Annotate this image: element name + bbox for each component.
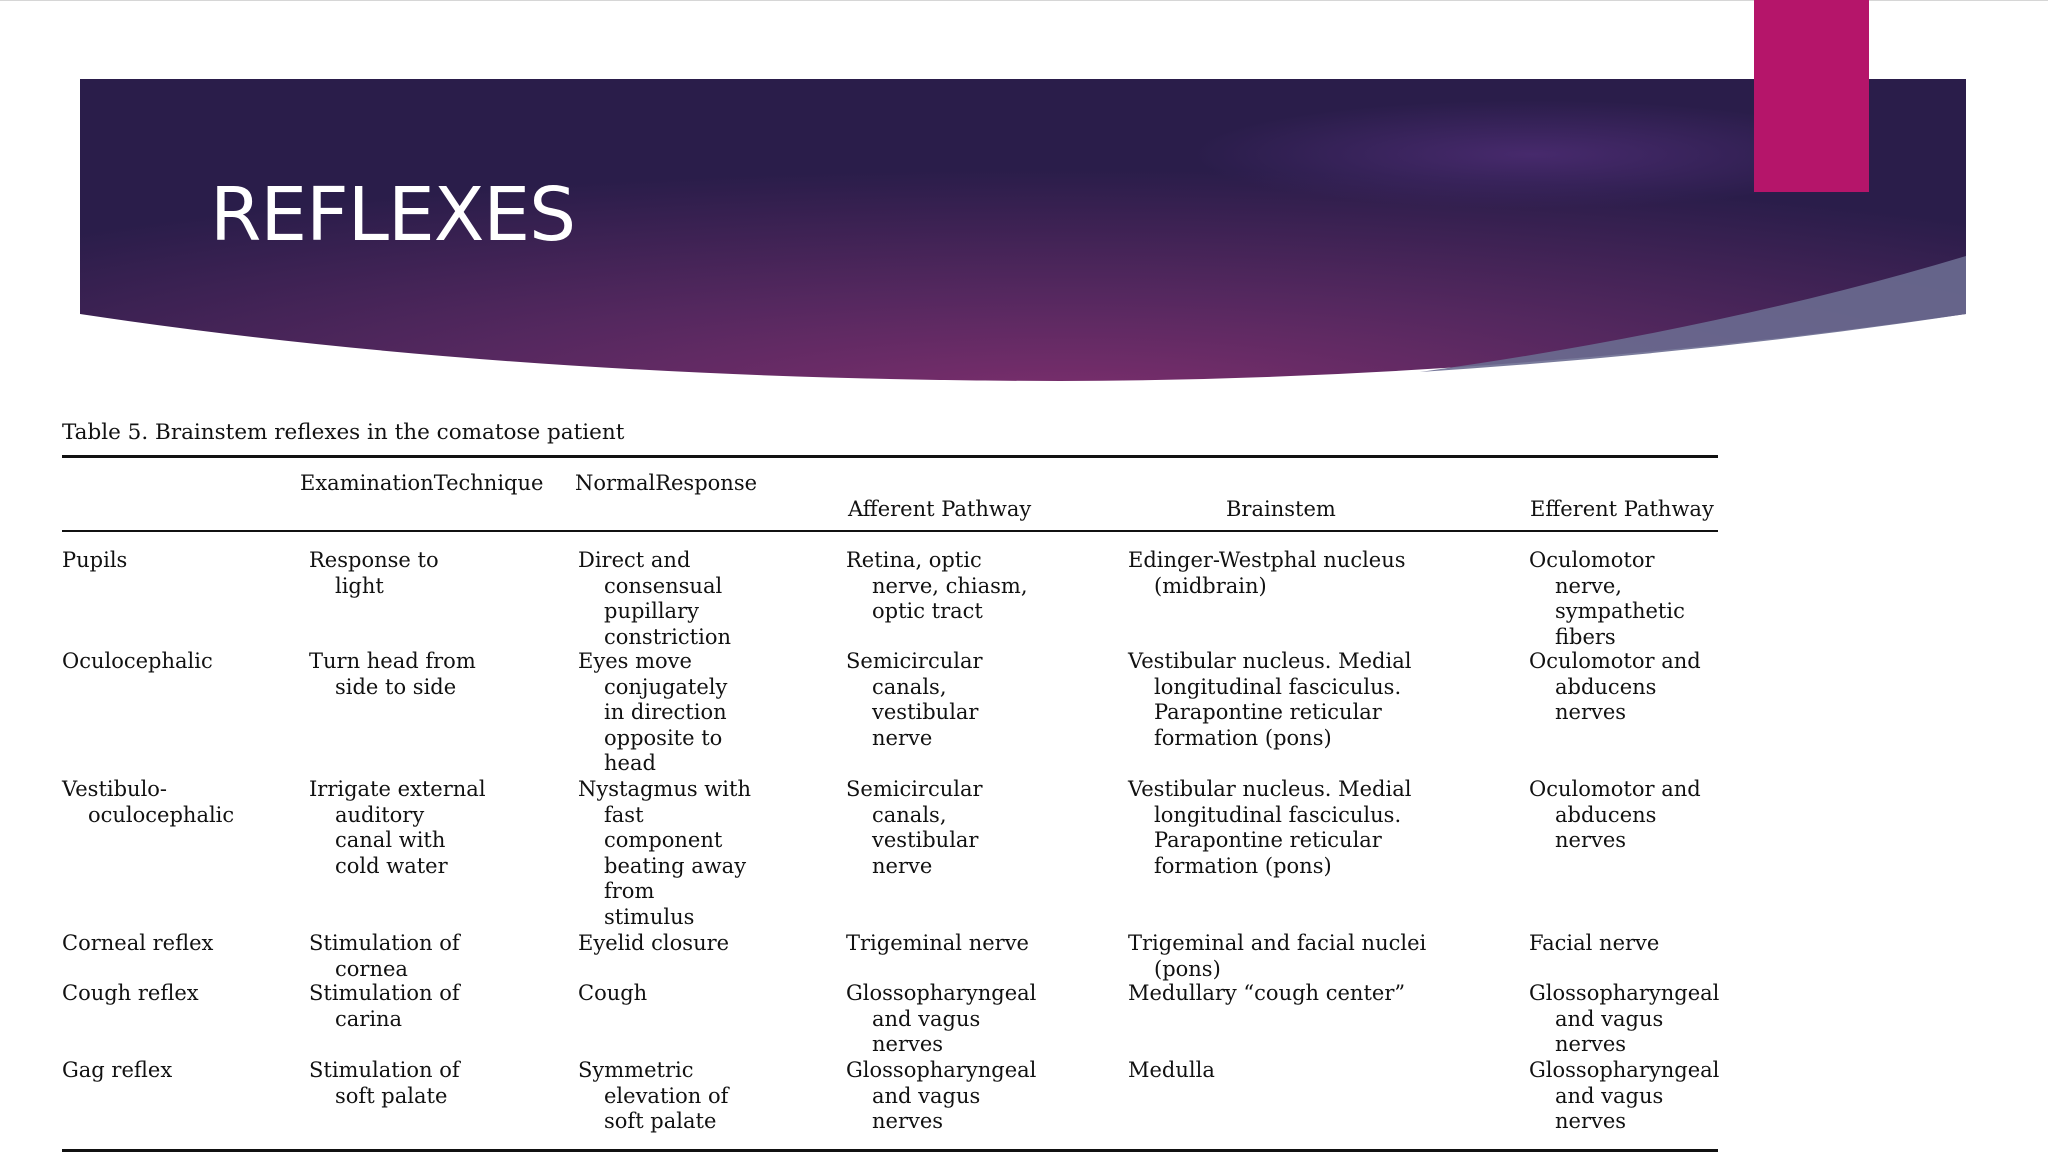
table-cell-afferent: Glossopharyngeal and vagus nerves [846, 1058, 1037, 1134]
table-cell-technique: Irrigate external auditory canal with cold water [309, 777, 486, 878]
slide-title: REFLEXES [210, 172, 576, 258]
table-top-rule [62, 455, 1718, 458]
header-examination-technique: ExaminationTechnique [300, 471, 544, 495]
table-cell-efferent: Facial nerve [1529, 931, 1660, 955]
table-cell-technique: Stimulation of carina [309, 981, 460, 1031]
table-cell-brainstem: Medullary “cough center” [1128, 981, 1406, 1005]
table-cell-reflex: Cough reflex [62, 981, 199, 1005]
table-cell-efferent: Oculomotor nerve, sympathetic fibers [1529, 548, 1685, 649]
table-cell-efferent: Glossopharyngeal and vagus nerves [1529, 1058, 1720, 1134]
table-cell-afferent: Trigeminal nerve [846, 931, 1029, 955]
table-cell-brainstem: Vestibular nucleus. Medial longitudinal fasciculus. Parapontine reticular formation (pons) [1128, 777, 1412, 878]
accent-tab [1754, 0, 1869, 192]
table-header-rule [62, 530, 1718, 532]
table-cell-afferent: Semicircular canals, vestibular nerve [846, 649, 983, 750]
table-cell-afferent: Semicircular canals, vestibular nerve [846, 777, 983, 878]
table-cell-technique: Stimulation of soft palate [309, 1058, 460, 1108]
table-cell-afferent: Retina, optic nerve, chiasm, optic tract [846, 548, 1028, 624]
table-cell-reflex: Corneal reflex [62, 931, 214, 955]
table-cell-response: Eyes move conjugately in direction opposite to head [578, 649, 728, 776]
table-cell-reflex: Oculocephalic [62, 649, 213, 673]
table-cell-reflex: Pupils [62, 548, 128, 572]
table-cell-response: Symmetric elevation of soft palate [578, 1058, 729, 1134]
table-cell-brainstem: Medulla [1128, 1058, 1215, 1082]
header-brainstem: Brainstem [1226, 497, 1336, 521]
table-cell-efferent: Glossopharyngeal and vagus nerves [1529, 981, 1720, 1057]
table-cell-reflex: Vestibulo- oculocephalic [62, 777, 235, 827]
table-cell-technique: Response to light [309, 548, 439, 598]
table-cell-efferent: Oculomotor and abducens nerves [1529, 777, 1701, 853]
table-cell-technique: Turn head from side to side [309, 649, 476, 699]
table-cell-brainstem: Vestibular nucleus. Medial longitudinal fasciculus. Parapontine reticular formation (pons) [1128, 649, 1412, 750]
table-cell-response: Direct and consensual pupillary constriction [578, 548, 731, 649]
table-cell-brainstem: Edinger-Westphal nucleus (midbrain) [1128, 548, 1406, 598]
table-cell-efferent: Oculomotor and abducens nerves [1529, 649, 1701, 725]
table-cell-response: Eyelid closure [578, 931, 730, 955]
header-normal-response: NormalResponse [574, 471, 758, 495]
table-cell-technique: Stimulation of cornea [309, 931, 460, 981]
table-cell-reflex: Gag reflex [62, 1058, 173, 1082]
header-efferent-pathway: Efferent Pathway [1530, 497, 1714, 521]
table-cell-brainstem: Trigeminal and facial nuclei (pons) [1128, 931, 1427, 981]
table-cell-response: Nystagmus with fast component beating away from stimulus [578, 777, 751, 929]
table-cell-afferent: Glossopharyngeal and vagus nerves [846, 981, 1037, 1057]
table-caption: Table 5. Brainstem reflexes in the comatose patient [62, 420, 625, 445]
header-afferent-pathway: Afferent Pathway [848, 497, 1032, 521]
table-cell-response: Cough [578, 981, 648, 1005]
